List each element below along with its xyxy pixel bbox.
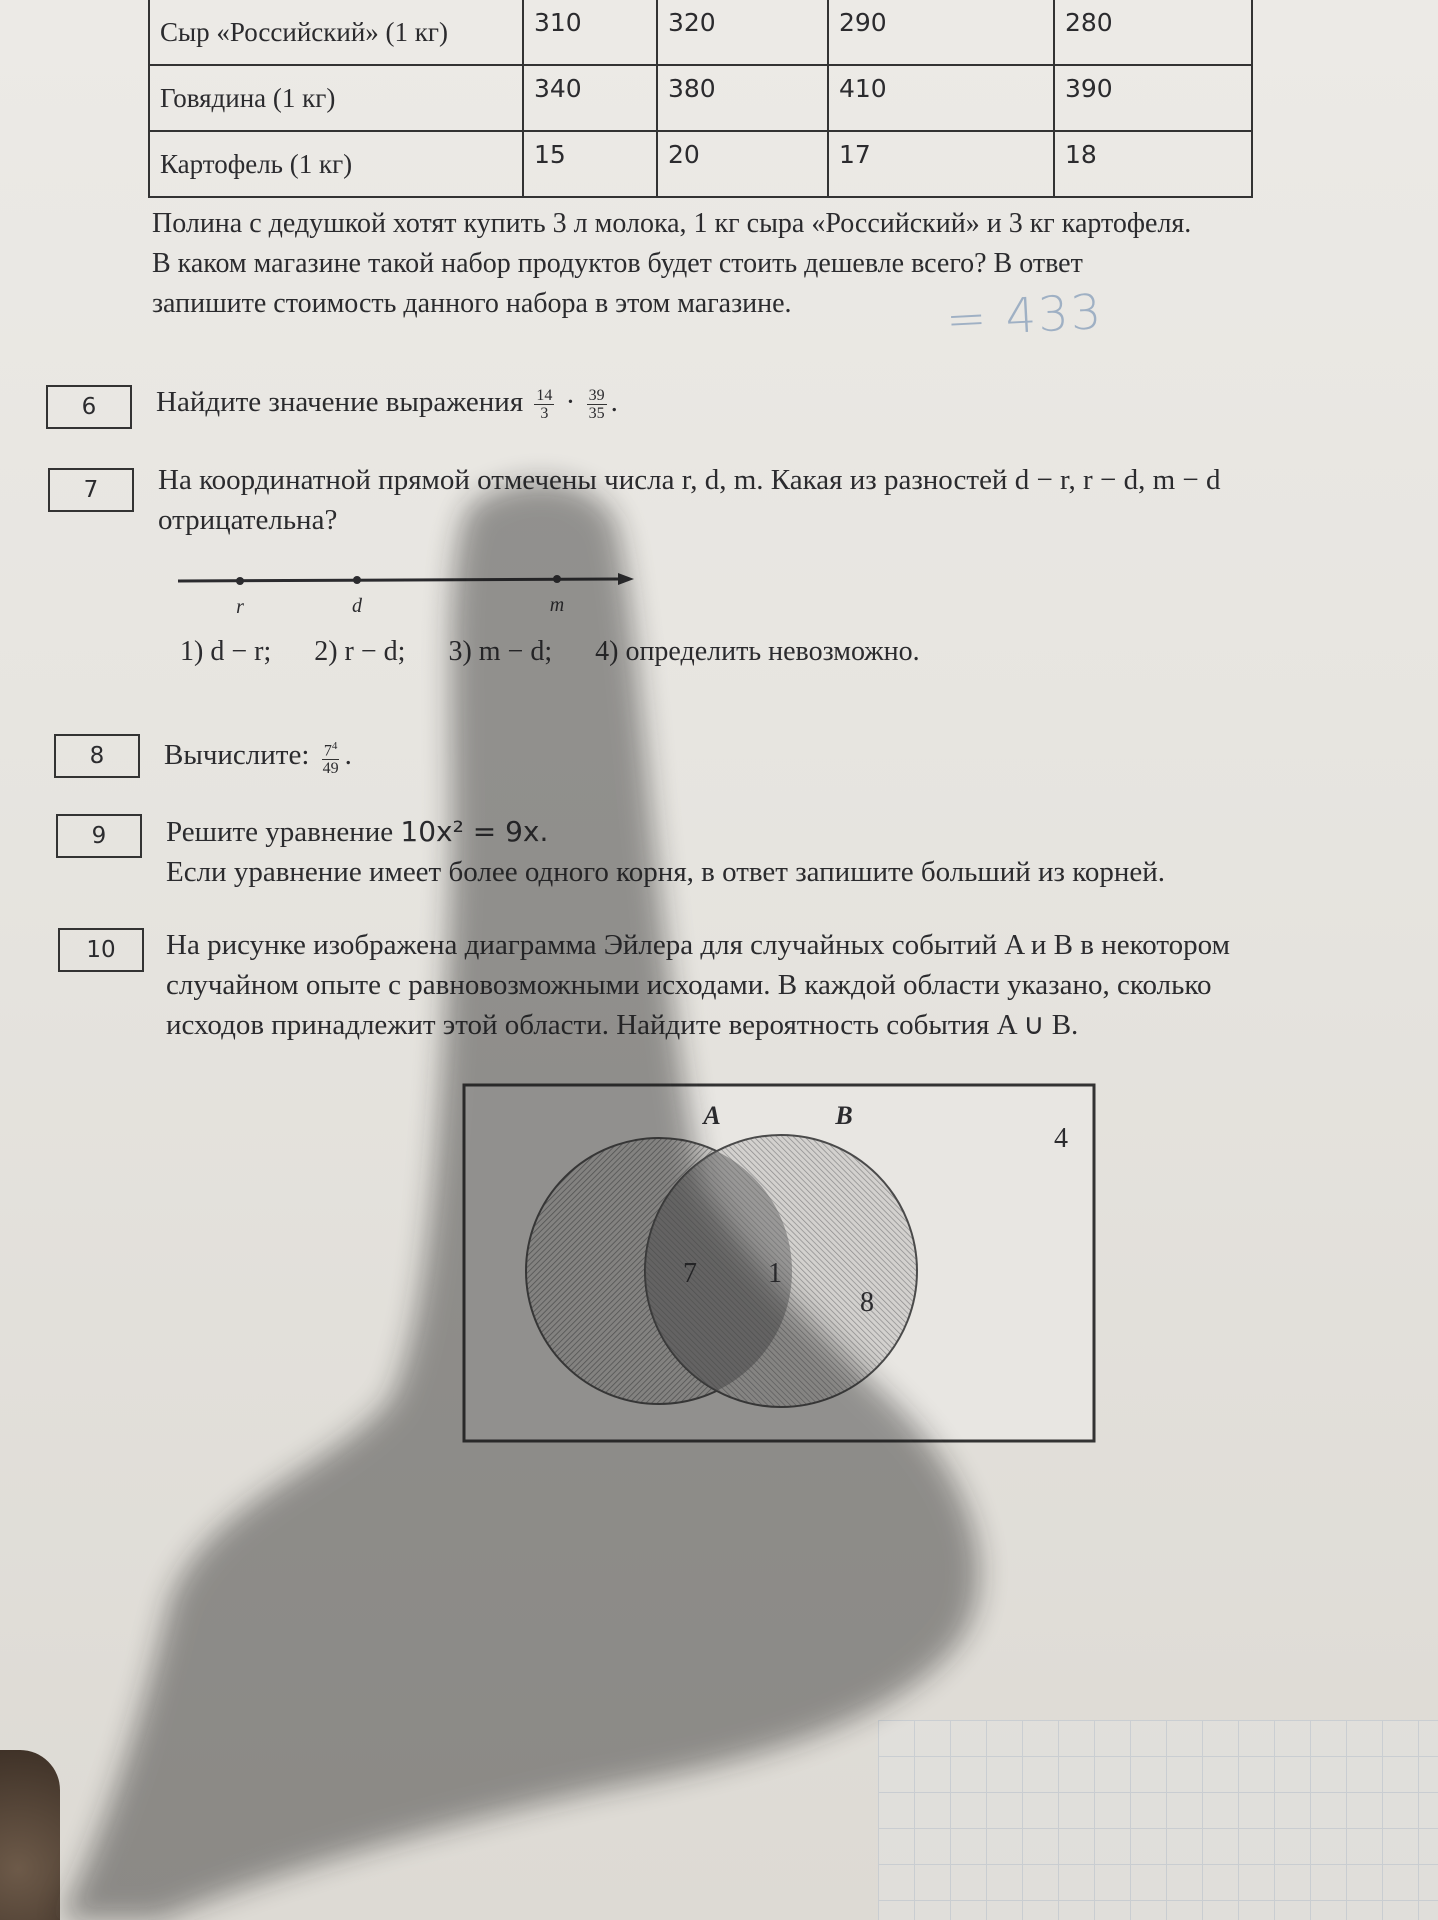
option-1: 1) d − r; xyxy=(180,636,272,667)
option-2: 2) r − d; xyxy=(314,636,406,667)
arrow-head xyxy=(618,573,634,585)
question-7-text xyxy=(158,460,1220,540)
point-r xyxy=(236,577,244,585)
option-4: 4) определить невозможно. xyxy=(595,636,920,667)
equation: 10x² = 9x. xyxy=(400,815,549,848)
fraction-numerator: 39 xyxy=(588,386,605,404)
price-table xyxy=(148,0,1253,198)
both-count: 1 xyxy=(768,1258,782,1289)
point-d xyxy=(353,576,361,584)
price-cell: 17 xyxy=(828,131,1054,197)
price-cell: 18 xyxy=(1054,131,1252,197)
table-row xyxy=(149,131,1252,197)
only-b-count: 8 xyxy=(860,1287,874,1318)
price-cell: 290 xyxy=(828,0,1054,65)
axis-line xyxy=(178,579,618,581)
period: . xyxy=(610,386,618,418)
handwritten-answer: = 433 xyxy=(944,283,1105,349)
product-name: Сыр «Российский» (1 кг) xyxy=(149,0,523,65)
question-number-10: 10 xyxy=(58,928,144,972)
fraction-2 xyxy=(587,387,607,422)
q7-line: На координатной прямой отмечены числа r, d, m. Какая из разностей d − r, r − d, m − d xyxy=(158,464,1221,496)
task5-line: Полина с дедушкой хотят купить 3 л молока, 1 кг сыра «Российский» и 3 кг картофеля. xyxy=(152,208,1192,239)
multiply-dot: · xyxy=(565,386,576,418)
product-name: Говядина (1 кг) xyxy=(149,65,523,131)
label-d: d xyxy=(352,595,362,617)
question-number-9: 9 xyxy=(56,814,142,858)
price-cell: 390 xyxy=(1054,65,1252,131)
price-cell: 410 xyxy=(828,65,1054,131)
price-cell: 320 xyxy=(657,0,828,65)
price-cell: 280 xyxy=(1054,0,1252,65)
product-name: Картофель (1 кг) xyxy=(149,131,523,197)
carpet-background xyxy=(0,1750,60,1920)
table-row xyxy=(149,65,1252,131)
table-row xyxy=(149,0,1252,65)
question-8-text xyxy=(164,735,352,777)
question-number-8: 8 xyxy=(54,734,140,778)
question-10-text xyxy=(166,925,1230,1045)
label-m: m xyxy=(549,594,565,616)
fraction-denominator: 49 xyxy=(322,760,339,778)
euler-diagram xyxy=(462,1083,1098,1445)
q6-prompt: Найдите значение выражения xyxy=(156,386,524,418)
fraction-denominator: 3 xyxy=(540,404,549,422)
task5-line: В каком магазине такой набор продуктов будет стоить дешевле всего? В ответ xyxy=(152,248,1083,279)
label-a: A xyxy=(703,1101,721,1130)
period: . xyxy=(344,739,352,771)
base: 7 xyxy=(323,742,332,760)
fraction-denominator: 35 xyxy=(588,404,605,422)
question-number-6: 6 xyxy=(46,385,132,429)
fraction-power xyxy=(321,738,341,777)
only-a-count: 7 xyxy=(683,1258,697,1289)
price-cell: 310 xyxy=(523,0,657,65)
exponent: 4 xyxy=(331,739,338,752)
q8-prompt: Вычислите: xyxy=(164,739,310,771)
label-r: r xyxy=(236,596,244,618)
point-m xyxy=(553,575,561,583)
option-3: 3) m − d; xyxy=(448,636,553,667)
q10-line: На рисунке изображена диаграмма Эйлера для случайных событий A и B в некотором xyxy=(166,929,1230,961)
price-cell: 340 xyxy=(523,65,657,131)
fraction-numerator xyxy=(322,738,340,760)
price-cell: 380 xyxy=(657,65,828,131)
q9-line: Если уравнение имеет более одного корня, в ответ запишите больший из корней. xyxy=(166,856,1166,888)
q7-line: отрицательна? xyxy=(158,504,338,536)
fraction-1 xyxy=(534,387,554,422)
q10-line: исходов принадлежит этой области. Найдите вероятность события A ∪ B. xyxy=(166,1009,1079,1041)
q9-prompt: Решите уравнение xyxy=(166,816,394,848)
question-9-text xyxy=(166,812,1165,892)
grid-notebook-corner xyxy=(878,1720,1438,1920)
outside-count: 4 xyxy=(1054,1123,1068,1154)
q7-options xyxy=(180,636,956,668)
price-cell: 15 xyxy=(523,131,657,197)
fraction-numerator: 14 xyxy=(536,386,553,404)
question-number-7: 7 xyxy=(48,468,134,512)
q9-line xyxy=(166,812,1165,852)
task5-line: запишите стоимость данного набора в этом магазине. xyxy=(152,288,792,319)
q10-line: случайном опыте с равновозможными исходами. В каждой области указано, сколько xyxy=(166,969,1212,1001)
price-cell: 20 xyxy=(657,131,828,197)
question-6-text xyxy=(156,382,618,422)
label-b: B xyxy=(835,1101,853,1130)
number-line xyxy=(170,565,640,625)
